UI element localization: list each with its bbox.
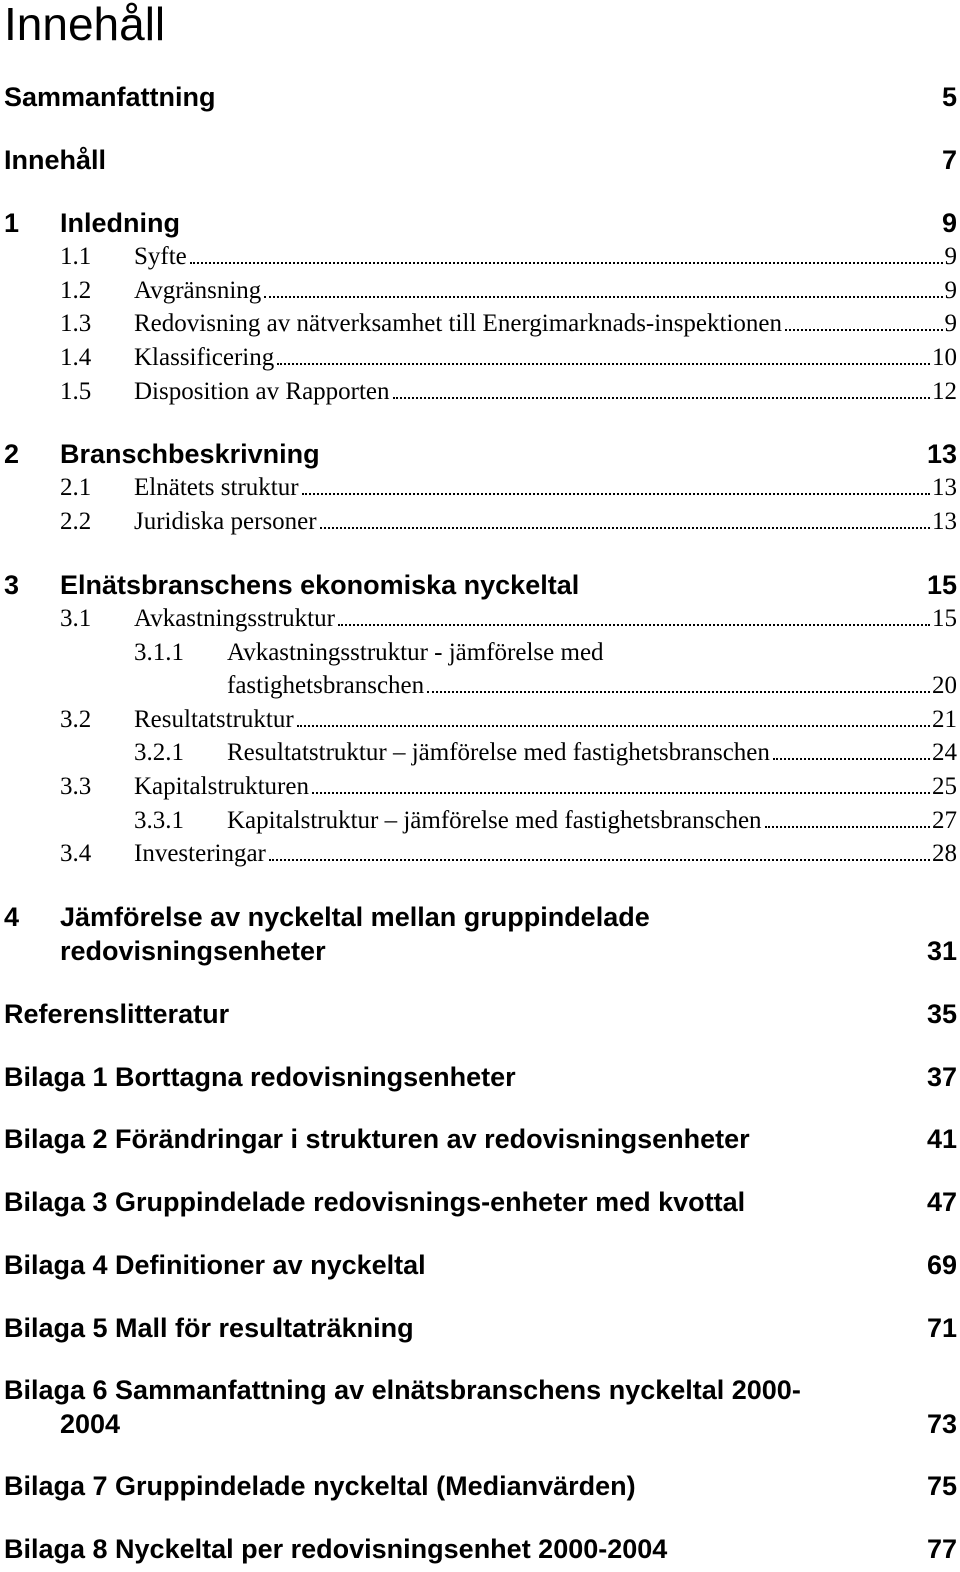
heading-title: Bilaga 6 Sammanfattning av elnätsbranschens nyckeltal 2000- [4,1375,801,1405]
section-number: 3.2 [60,706,92,733]
dot-leader [773,758,930,760]
page-number: 71 [926,1313,957,1343]
heading-title: Bilaga 2 Förändringar i strukturen av redovisningsenheter [4,1124,750,1154]
section-title: Avgränsning [134,277,262,304]
page-number: 15 [932,605,957,632]
toc-section-row[interactable] [60,275,957,307]
section-leader-line [134,376,957,408]
section-leader-line [134,308,957,340]
section-title: Juridiska personer [134,508,317,535]
section-number: 3.3 [60,773,92,800]
toc-subsection-row[interactable] [134,737,957,769]
section-leader-line [134,838,957,870]
page-number: 5 [941,82,957,112]
section-leader-line [134,704,957,736]
dot-leader [427,691,930,693]
dot-leader [312,792,930,794]
toc-section-row[interactable] [60,838,957,870]
section-leader-line [134,241,957,273]
toc-section-row[interactable] [60,472,957,504]
page-number: 41 [926,1124,957,1154]
dot-leader [190,262,943,264]
section-title: Avkastningsstruktur [134,605,335,632]
page-number: 73 [926,1409,957,1439]
dot-leader [264,296,942,298]
section-leader-line [134,506,957,538]
heading-title: Bilaga 7 Gruppindelade nyckeltal (Medianvärden) [4,1471,636,1501]
page-number: 27 [932,807,957,834]
heading-title-continued: 2004 [60,1409,121,1439]
heading-title: Bilaga 3 Gruppindelade redovisnings-enheter med kvottal [4,1187,746,1217]
chapter-number: 1 [4,208,20,238]
dot-leader [785,329,942,331]
section-leader-line [134,342,957,374]
page-title: Innehåll [4,0,166,50]
heading-title: Branschbeskrivning [60,439,320,469]
page-number: 9 [944,243,957,270]
chapter-number: 3 [4,570,20,600]
section-title: Investeringar [134,840,266,867]
heading-title-continued: redovisningsenheter [60,936,326,966]
page-number: 35 [926,999,957,1029]
page-number: 47 [926,1187,957,1217]
dot-leader [302,493,930,495]
dot-leader [765,826,930,828]
page-number: 37 [926,1062,957,1092]
page-number: 31 [926,936,957,966]
chapter-number: 4 [4,902,20,932]
toc-section-row[interactable] [60,342,957,374]
section-number: 3.2.1 [134,739,184,766]
page-number: 10 [932,344,957,371]
section-number: 1.5 [60,378,92,405]
section-number: 3.1.1 [134,639,184,666]
section-leader-line [134,603,957,635]
toc-subsection-row[interactable] [134,805,957,837]
heading-title: Bilaga 4 Definitioner av nyckeltal [4,1250,426,1280]
section-leader-line [227,737,957,769]
toc-section-row[interactable] [60,308,957,340]
section-number: 3.3.1 [134,807,184,834]
section-leader-line [134,275,957,307]
dot-leader [269,859,930,861]
heading-title: Elnätsbranschens ekonomiska nyckeltal [60,570,580,600]
section-title: Avkastningsstruktur - jämförelse med [227,639,604,666]
section-title: Resultatstruktur – jämförelse med fastighetsbranschen [227,739,770,766]
page-number: 13 [926,439,957,469]
page-number: 20 [932,672,957,699]
dot-leader [297,725,930,727]
heading-title: Jämförelse av nyckeltal mellan gruppindelade [60,902,650,932]
section-number: 3.4 [60,840,92,867]
section-title: Disposition av Rapporten [134,378,390,405]
dot-leader [338,624,930,626]
page-number: 24 [932,739,957,766]
page-number: 9 [944,277,957,304]
toc-section-row[interactable] [60,704,957,736]
section-leader-line [227,805,957,837]
page-number: 9 [941,208,957,238]
page-number: 9 [944,310,957,337]
page-number: 77 [926,1534,957,1564]
heading-title: Bilaga 8 Nyckeltal per redovisningsenhet 2000-2004 [4,1534,668,1564]
dot-leader [393,397,930,399]
toc-section-row[interactable] [60,506,957,538]
page-number: 15 [926,570,957,600]
section-number: 3.1 [60,605,92,632]
section-title: Klassificering [134,344,275,371]
heading-title: Inledning [60,208,180,238]
section-title: Elnätets struktur [134,474,299,501]
section-number: 2.1 [60,474,92,501]
toc-section-row[interactable] [60,241,957,273]
toc-section-row[interactable] [60,376,957,408]
section-title: Syfte [134,243,187,270]
section-leader-line [134,771,957,803]
section-number: 1.3 [60,310,92,337]
page-number: 28 [932,840,957,867]
page-number: 7 [941,145,957,175]
chapter-number: 2 [4,439,20,469]
toc-section-row[interactable] [60,603,957,635]
section-leader-line [227,670,957,702]
section-leader-line [134,472,957,504]
page-number: 21 [932,706,957,733]
toc-section-row[interactable] [60,771,957,803]
heading-title: Sammanfattning [4,82,216,112]
page-number: 12 [932,378,957,405]
section-number: 1.4 [60,344,92,371]
heading-title: Innehåll [4,145,107,175]
dot-leader [277,363,930,365]
section-number: 1.1 [60,243,92,270]
heading-title: Bilaga 1 Borttagna redovisningsenheter [4,1062,516,1092]
page-number: 69 [926,1250,957,1280]
dot-leader [320,527,930,529]
section-title: Kapitalstrukturen [134,773,309,800]
section-number: 2.2 [60,508,92,535]
section-title-continued: fastighetsbranschen [227,672,425,699]
section-title: Kapitalstruktur – jämförelse med fastighetsbranschen [227,807,762,834]
section-title: Resultatstruktur [134,706,294,733]
page-number: 25 [932,773,957,800]
page-number: 13 [932,474,957,501]
page-number: 13 [932,508,957,535]
heading-title: Bilaga 5 Mall för resultaträkning [4,1313,414,1343]
page-number: 75 [926,1471,957,1501]
section-number: 1.2 [60,277,92,304]
heading-title: Referenslitteratur [4,999,230,1029]
section-title: Redovisning av nätverksamhet till Energimarknads-inspektionen [134,310,783,337]
toc-subsection-row[interactable] [134,637,957,701]
